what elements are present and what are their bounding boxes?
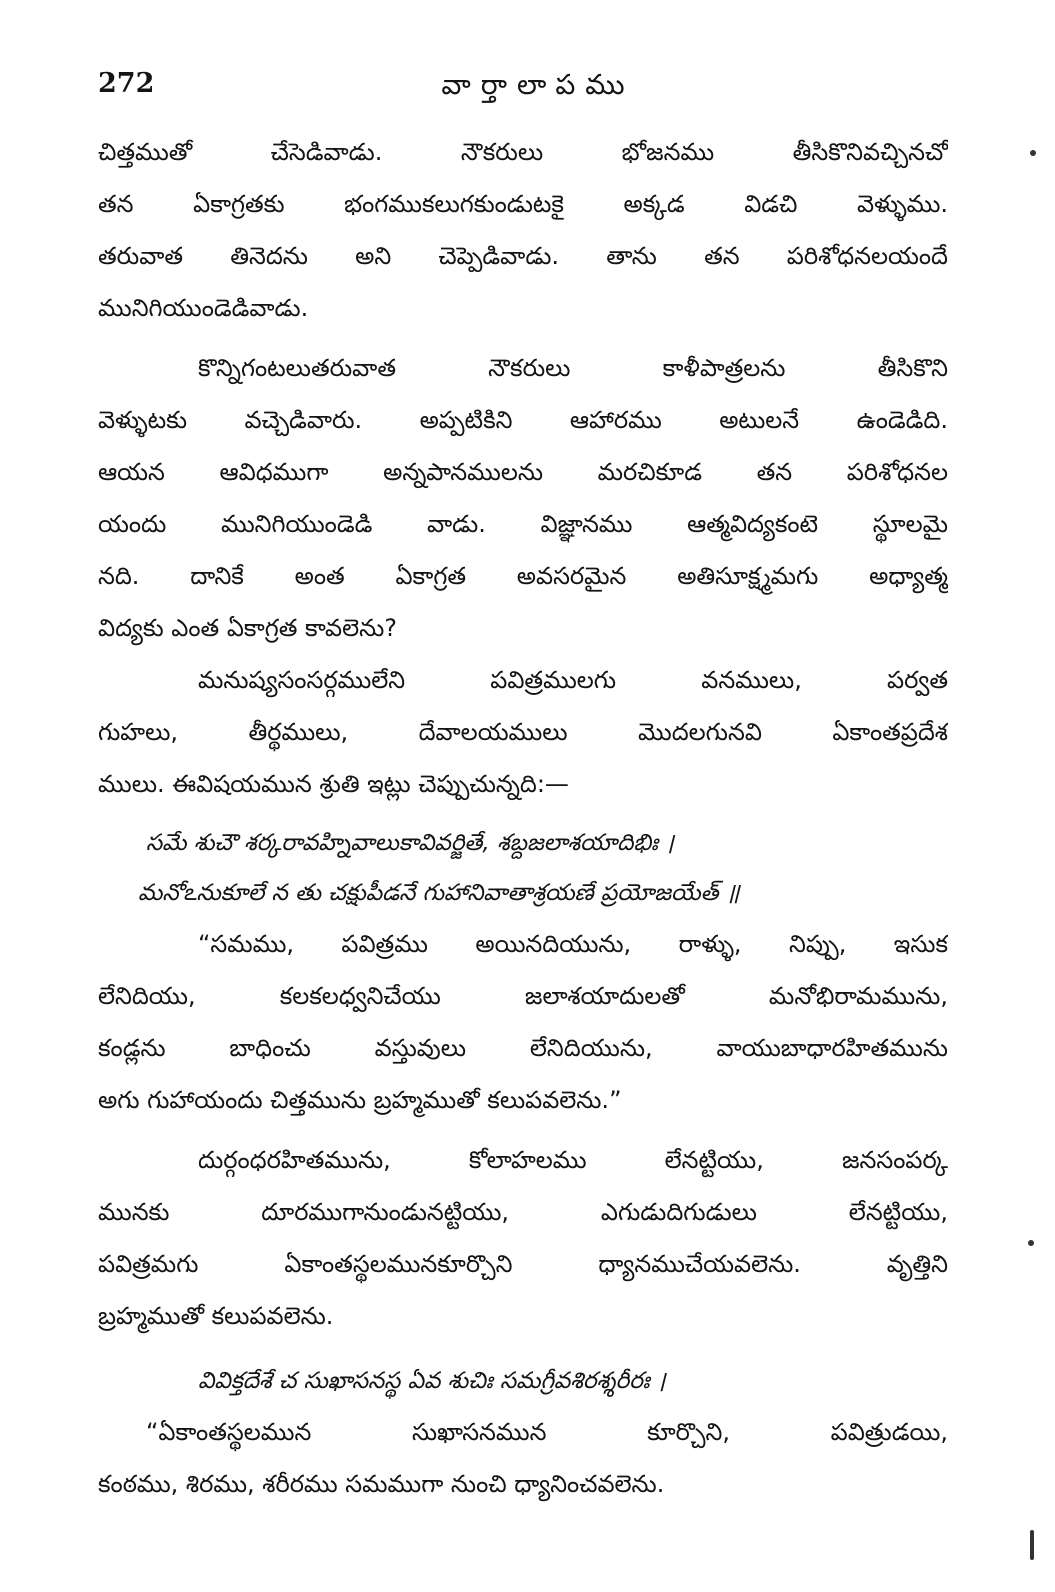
text-line: “సమము, పవిత్రము అయినదియును, రాళ్ళు, నిప్పు, ఇసుక [198,930,948,958]
scan-speck [1030,150,1036,156]
text-line: గుహలు, తీర్థములు, దేవాలయములు మొదలగునవి ఏకాంతప్రదేశ [98,718,948,746]
text-line: మునకు దూరముగానుండునట్టియు, ఎగుడుదిగుడులు లేనట్టియు, [98,1198,948,1226]
text-line: కంఠము, శిరము, శరీరము సమముగా నుంచి ధ్యానించవలెను. [98,1470,665,1498]
paragraph [98,918,948,1126]
verse-line: మనోఽనుకూలే న తు చక్షుపీడనే గుహానివాతాశ్రయణే ప్రయోజయేత్ ॥ [138,880,740,906]
body-text [98,126,948,1510]
text-line: విద్యకు ఎంత ఏకాగ్రత కావలెను? [98,614,398,642]
text-line: తన ఏకాగ్రతకు భంగముకలుగకుండుటకై అక్కడ విడచి వెళ్ళుము. [98,190,948,218]
page-number: 272 [98,68,155,99]
scan-speck [1030,1530,1034,1560]
text-line: యందు మునిగియుండెడి వాడు. విజ్ఞానము ఆత్మవిద్యకంటె స్థూలమై [98,510,948,538]
paragraph [98,654,948,810]
page-header [98,62,938,112]
verse-line: సమే శుచౌ శర్కరావహ్నివాలుకావివర్జితే, శబ్దజలాశయాదిభిః । [146,830,674,856]
text-line: బ్రహ్మముతో కలుపవలెను. [98,1302,334,1330]
text-line: పవిత్రమగు ఏకాంతస్థలమునకూర్చొని ధ్యానముచేయవలెను. వృత్తిని [98,1250,948,1278]
text-line: ములు. ఈవిషయమున శ్రుతి ఇట్లు చెప్పుచున్నది:— [98,770,569,798]
text-line: చిత్తముతో చేసెడివాడు. నౌకరులు భోజనము తీసికొనివచ్చినచో [98,138,948,166]
sanskrit-verse: వివిక్తదేశే చ సుఖాసనస్థ ఏవ శుచిః సమగ్రీవశిరశ్శరీరః । [198,1368,666,1394]
text-line: అగు గుహాయందు చిత్తమును బ్రహ్మముతో కలుపవలెను.” [98,1086,622,1114]
paragraph [98,1134,948,1342]
running-title: వార్తాలాపము [441,68,635,101]
text-line: నది. దానికే అంత ఏకాగ్రత అవసరమైన అతిసూక్ష్మమగు అధ్యాత్మ [98,562,948,590]
text-line: తరువాత తినెదను అని చెప్పెడివాడు. తాను తన పరిశోధనలయందే [98,242,948,270]
text-line: మునిగియుండెడివాడు. [98,294,309,322]
text-line: దుర్గంధరహితమును, కోలాహలము లేనట్టియు, జనసంపర్క [198,1146,948,1174]
text-line: మనుష్యసంసర్గములేని పవిత్రములగు వనములు, పర్వత [198,666,948,694]
sanskrit-verse [98,818,948,918]
paragraph [98,1406,948,1510]
paragraph [98,342,948,654]
text-line: కండ్లను బాధించు వస్తువులు లేనిదియును, వాయుబాధారహితమును [98,1034,948,1062]
paragraph [98,126,948,334]
text-line: కొన్నిగంటలుతరువాత నౌకరులు కాళీపాత్రలను తీసికొని [198,354,948,382]
scan-speck [1028,1240,1034,1246]
text-line: లేనిదియు, కలకలధ్వనిచేయు జలాశయాదులతో మనోభిరామమును, [98,982,948,1010]
text-line: ఆయన ఆవిధముగా అన్నపానములను మరచికూడ తన పరిశోధనల [98,458,948,486]
text-line: వెళ్ళుటకు వచ్చెడివారు. అప్పటికిని ఆహారము అటులనే ఉండెడిది. [98,406,948,434]
text-line: “ఏకాంతస్థలమున సుఖాసనమున కూర్చొని, పవిత్రుడయి, [146,1418,948,1446]
